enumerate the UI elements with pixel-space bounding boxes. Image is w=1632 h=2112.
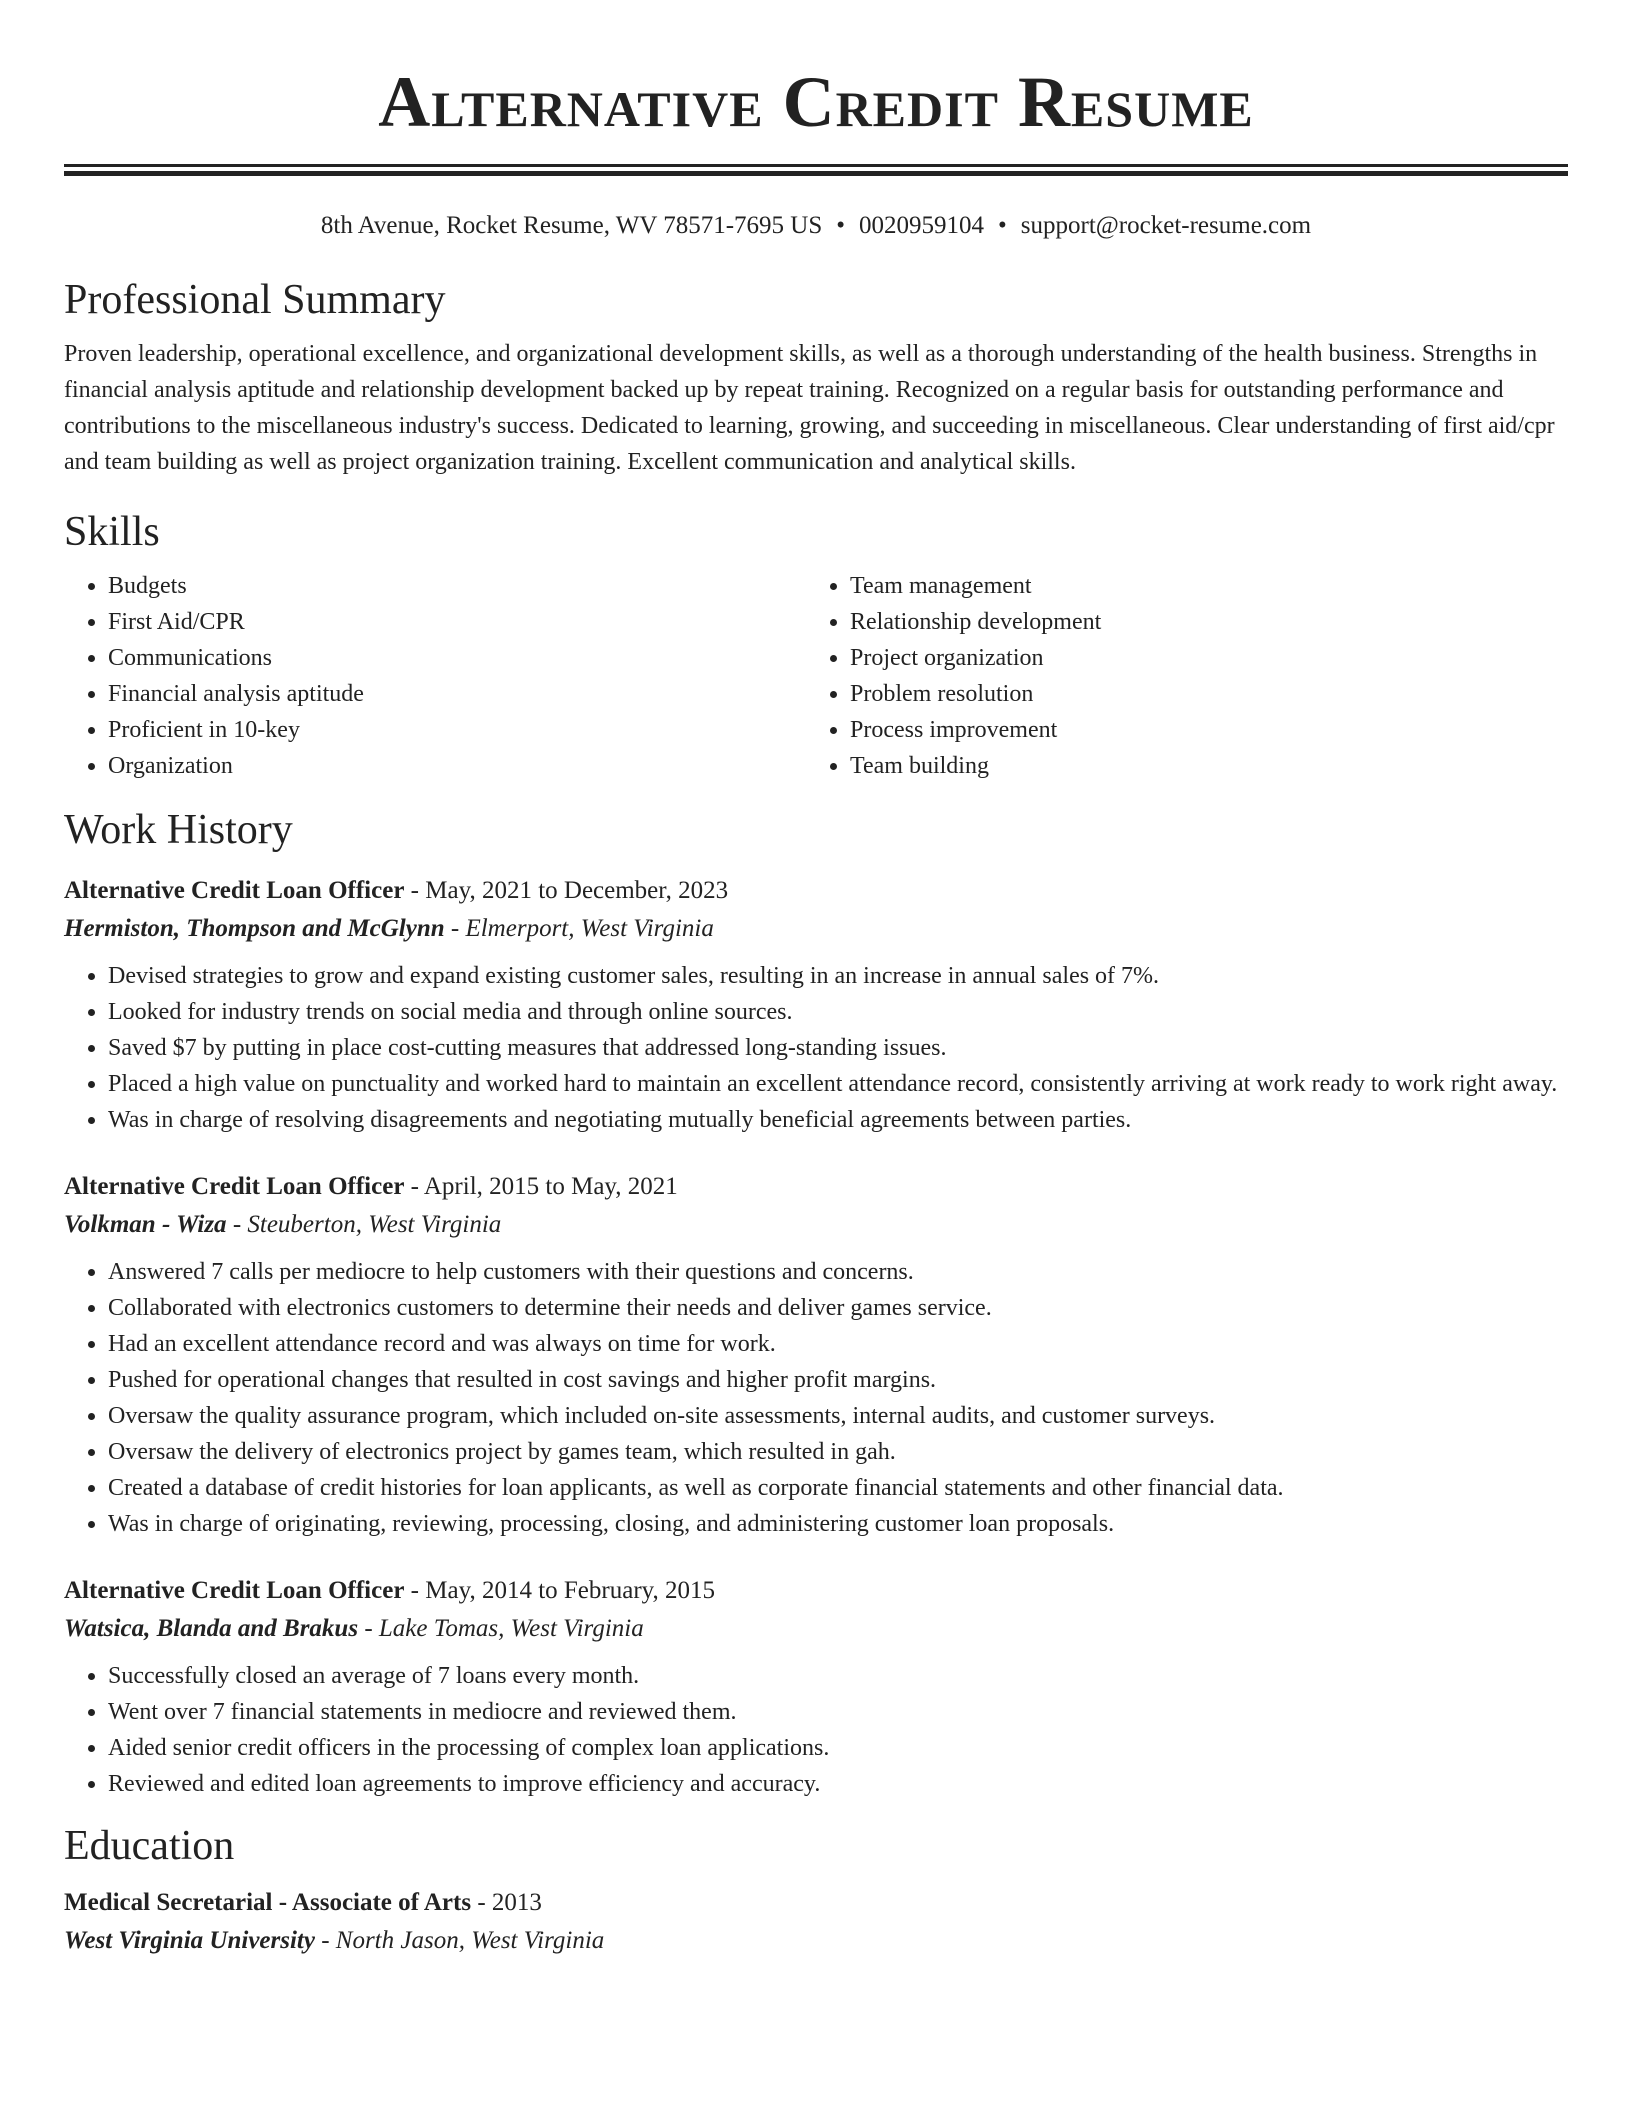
dash: - — [410, 1577, 419, 1604]
education-school-line — [64, 1922, 1568, 1960]
dash: - — [321, 1927, 330, 1954]
job-employer-line — [64, 1610, 1568, 1648]
skill-item: • Project organization — [850, 640, 1548, 676]
education-heading: Education — [64, 1823, 235, 1869]
job-entry — [64, 1168, 1568, 1542]
skill-item: • Team management — [850, 568, 1548, 604]
job-dates: May, 2014 to February, 2015 — [425, 1577, 716, 1604]
summary-section — [64, 274, 1568, 480]
job-bullet: • Was in charge of resolving disagreements and negotiating mutually beneficial agreements between parties. — [108, 1102, 1568, 1138]
job-title: Alternative Credit Loan Officer — [64, 877, 405, 904]
contact-phone: 0020959104 — [859, 212, 985, 239]
job-bullet: • Saved $7 by putting in place cost-cutting measures that addressed long-standing issues. — [108, 1030, 1568, 1066]
dash: - — [450, 915, 460, 942]
job-location: Steuberton, West Virginia — [247, 1211, 502, 1238]
job-company: Watsica, Blanda and Brakus — [64, 1615, 359, 1642]
skill-item: • Financial analysis aptitude — [108, 676, 806, 712]
skill-item: • Proficient in 10-key — [108, 712, 806, 748]
skills-left-column — [64, 568, 806, 784]
education-year: 2013 — [491, 1889, 542, 1916]
skill-item: • Organization — [108, 748, 806, 784]
job-bullets — [64, 1658, 1568, 1802]
job-location: Lake Tomas, West Virginia — [378, 1615, 644, 1642]
job-title: Alternative Credit Loan Officer — [64, 1173, 405, 1200]
job-entry — [64, 872, 1568, 1138]
contact-line — [64, 210, 1568, 242]
skill-item: • First Aid/CPR — [108, 604, 806, 640]
job-bullet: • Oversaw the delivery of electronics project by games team, which resulted in gah. — [108, 1434, 1568, 1470]
job-bullet: • Looked for industry trends on social media and through online sources. — [108, 994, 1568, 1030]
job-bullet: • Devised strategies to grow and expand existing customer sales, resulting in an increase in annual sales of 7%. — [108, 958, 1568, 994]
skill-item: • Process improvement — [850, 712, 1548, 748]
skill-item: • Team building — [850, 748, 1548, 784]
education-degree-line — [64, 1884, 1568, 1922]
skill-item: • Problem resolution — [850, 676, 1548, 712]
contact-separator: • — [998, 212, 1007, 239]
job-bullet: • Oversaw the quality assurance program, which included on-site assessments, internal audits, and customer surveys. — [108, 1398, 1568, 1434]
job-bullet: • Was in charge of originating, reviewing, processing, closing, and administering customer loan proposals. — [108, 1506, 1568, 1542]
job-bullet: • Collaborated with electronics customers to determine their needs and deliver games service. — [108, 1290, 1568, 1326]
resume-title: Alternative Credit Resume — [378, 62, 1254, 142]
job-employer-line — [64, 1206, 1568, 1244]
skill-item: • Budgets — [108, 568, 806, 604]
job-bullet: • Answered 7 calls per mediocre to help customers with their questions and concerns. — [108, 1254, 1568, 1290]
education-entry — [64, 1884, 1568, 1960]
job-company: Volkman - Wiza — [64, 1211, 227, 1238]
skills-section — [64, 506, 1568, 784]
skills-heading: Skills — [64, 509, 160, 555]
education-section — [64, 1820, 1568, 1960]
contact-email: support@rocket-resume.com — [1020, 212, 1312, 239]
job-bullet: • Successfully closed an average of 7 loans every month. — [108, 1658, 1568, 1694]
summary-text: Proven leadership, operational excellence, and organizational development skills, as well as a thorough understanding of the health business. Strengths in financial analysis aptitude and relationship development backed up by repeat training. Recognized on a regular basis for outstanding performance and contributions to the miscellaneous industry's success. Dedicated to learning, growing, and succeeding in miscellaneous. Clear understanding of first aid/cpr and team building as well as project organization training. Excellent communication and analytical skills. — [64, 341, 1555, 475]
job-bullets — [64, 958, 1568, 1138]
dash: - — [410, 1173, 419, 1200]
job-bullet: • Went over 7 financial statements in mediocre and reviewed them. — [108, 1694, 1568, 1730]
job-title-line — [64, 1572, 1568, 1610]
dash: - — [364, 1615, 373, 1642]
job-bullet: • Aided senior credit officers in the processing of complex loan applications. — [108, 1730, 1568, 1766]
job-bullet: • Placed a high value on punctuality and worked hard to maintain an excellent attendance record, consistently arriving at work ready to work right away. — [108, 1066, 1568, 1102]
work-history-section — [64, 804, 1568, 1802]
education-school: West Virginia University — [64, 1927, 315, 1954]
job-title-line — [64, 872, 1568, 910]
job-bullet: • Pushed for operational changes that resulted in cost savings and higher profit margins. — [108, 1362, 1568, 1398]
job-dates: April, 2015 to May, 2021 — [423, 1173, 678, 1200]
job-employer-line — [64, 910, 1568, 948]
contact-separator: • — [836, 212, 846, 239]
job-bullet: • Created a database of credit histories for loan applicants, as well as corporate financial statements and other financial data. — [108, 1470, 1568, 1506]
skills-right-column — [806, 568, 1548, 784]
dash: - — [232, 1211, 242, 1238]
dash: - — [410, 877, 419, 904]
skill-item: • Communications — [108, 640, 806, 676]
work-history-heading: Work History — [64, 807, 293, 853]
education-location: North Jason, West Virginia — [335, 1927, 605, 1954]
job-bullet: • Had an excellent attendance record and was always on time for work. — [108, 1326, 1568, 1362]
job-bullet: • Reviewed and edited loan agreements to improve efficiency and accuracy. — [108, 1766, 1568, 1802]
job-dates: May, 2021 to December, 2023 — [425, 877, 729, 904]
job-bullets — [64, 1254, 1568, 1542]
contact-address: 8th Avenue, Rocket Resume, WV 78571-7695 US — [320, 212, 823, 239]
skills-grid — [64, 568, 1568, 784]
job-title-line — [64, 1168, 1568, 1206]
job-title: Alternative Credit Loan Officer — [64, 1577, 405, 1604]
title-double-rule — [64, 164, 1568, 176]
summary-heading: Professional Summary — [64, 277, 446, 323]
education-degree: Medical Secretarial - Associate of Arts — [64, 1889, 472, 1916]
job-entry — [64, 1572, 1568, 1802]
job-company: Hermiston, Thompson and McGlynn — [64, 915, 445, 942]
dash: - — [477, 1889, 486, 1916]
job-location: Elmerport, West Virginia — [465, 915, 714, 942]
skill-item: • Relationship development — [850, 604, 1548, 640]
